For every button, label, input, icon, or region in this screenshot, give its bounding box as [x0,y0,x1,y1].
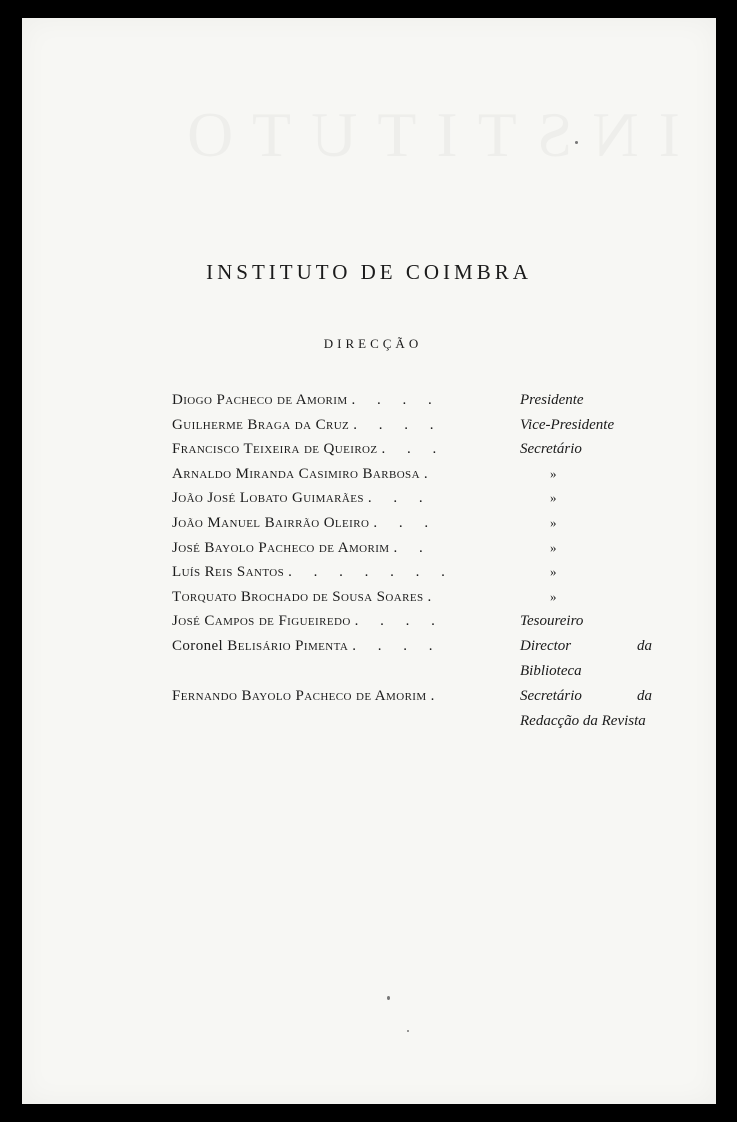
member-name: Francisco Teixeira de Queiroz [172,441,378,458]
member-name: José Bayolo Pacheco de Amorim [172,539,390,556]
page-title: INSTITUTO DE COIMBRA [206,260,532,284]
leader-dots: . [430,687,444,704]
member-name: Torquato Brochado de Sousa Soares [172,588,424,605]
member-row [172,511,652,536]
ditto-mark: » [550,514,557,530]
member-name: João José Lobato Guimarães [172,490,364,507]
member-row [172,609,652,634]
member-name: Arnaldo Miranda Casimiro Barbosa [172,465,420,482]
paper-speck [407,1030,409,1032]
leader-dots: . . . . [351,392,441,408]
board-member-list [172,388,652,734]
leader-dots: . [423,465,437,482]
member-row [172,634,652,684]
member-name: José Campos de Figueiredo [172,613,351,630]
ditto-mark: » [550,588,557,604]
member-row [172,560,652,585]
member-rank: Coronel [172,637,224,654]
leader-dots: . . . [381,441,446,458]
member-row [172,536,652,561]
member-role: Secretário [520,441,582,458]
member-row [172,413,652,438]
member-name: Guilherme Braga da Cruz [172,416,350,433]
member-surname: Belisário Pimenta [227,637,349,654]
member-row [172,462,652,487]
member-name: Fernando Bayolo Pacheco de Amorim [172,687,427,704]
section-heading: DIRECÇÃO [323,336,423,351]
paper-speck [387,996,390,1000]
ditto-mark: » [550,564,557,580]
leader-dots: . . [393,539,432,556]
ditto-mark: » [550,465,557,481]
leader-dots: . . . [373,514,438,531]
member-row [172,486,652,511]
leader-dots: . . . . [354,613,444,630]
member-row [172,684,652,734]
member-role: Tesoureiro [520,613,584,630]
leader-dots: . . . . [353,416,443,433]
paper-speck [575,141,578,144]
member-name [172,634,348,659]
ditto-mark: » [550,539,557,555]
leader-dots: . . . . [352,637,442,654]
leader-dots: . . . . . . . [288,564,454,581]
document-page [22,18,716,1104]
member-role: Director da Biblioteca [520,637,652,679]
member-row [172,585,652,610]
member-role: Secretário da Redacção da Revista [520,687,652,729]
leader-dots: . [427,588,441,605]
member-name: Diogo Pacheco de Amorim [172,392,348,408]
member-role: Presidente [520,392,584,408]
member-row [172,388,652,413]
ditto-mark: » [550,490,557,506]
leader-dots: . . . [367,490,432,507]
member-role: Vice-Presidente [520,416,615,433]
member-name: João Manuel Bairrão Oleiro [172,514,370,531]
member-name: Luís Reis Santos [172,564,285,581]
member-row [172,437,652,462]
show-through-text [167,98,737,172]
